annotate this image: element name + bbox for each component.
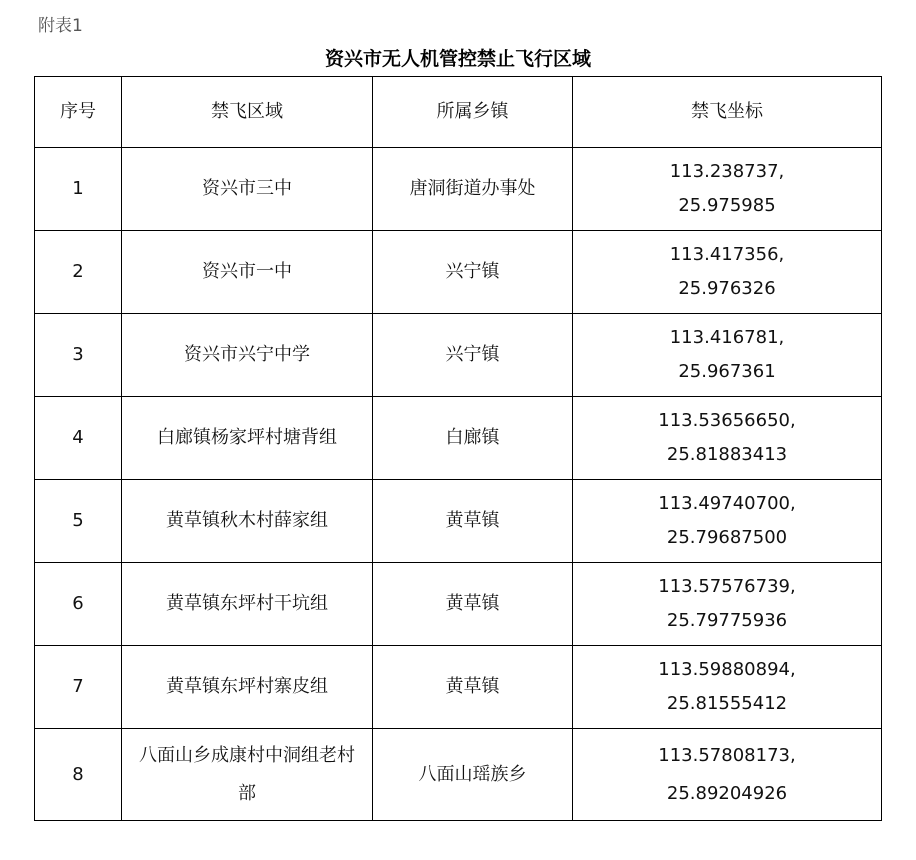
cell-serial-number: 6 [35, 563, 122, 646]
table-header-row [35, 77, 882, 148]
cell-coordinates [573, 314, 882, 397]
longitude: 113.49740700, [658, 493, 796, 514]
cell-no-fly-area: 资兴市三中 [122, 148, 373, 231]
cell-coordinates [573, 397, 882, 480]
latitude: 25.976326 [678, 278, 776, 299]
longitude: 113.416781, [669, 327, 785, 348]
appendix-label: 附表1 [38, 16, 83, 36]
longitude: 113.417356, [669, 244, 785, 265]
header-township: 所属乡镇 [373, 77, 573, 148]
table-row [35, 314, 882, 397]
latitude: 25.81555412 [666, 693, 788, 714]
cell-no-fly-area: 黄草镇东坪村干坑组 [122, 563, 373, 646]
cell-no-fly-area: 黄草镇东坪村寨皮组 [122, 646, 373, 729]
latitude: 25.81883413 [666, 444, 788, 465]
cell-township: 黄草镇 [373, 646, 573, 729]
cell-coordinates [573, 563, 882, 646]
table-row [35, 397, 882, 480]
latitude: 25.89204926 [666, 782, 788, 804]
no-fly-zone-table [34, 76, 882, 821]
table-row [35, 231, 882, 314]
cell-coordinates [573, 231, 882, 314]
cell-serial-number: 1 [35, 148, 122, 231]
header-serial-number: 序号 [35, 77, 122, 148]
cell-no-fly-area: 资兴市兴宁中学 [122, 314, 373, 397]
longitude: 113.53656650, [658, 410, 796, 431]
latitude: 25.79687500 [666, 527, 788, 548]
cell-township: 唐洞街道办事处 [373, 148, 573, 231]
longitude: 113.59880894, [658, 659, 796, 680]
cell-no-fly-area: 白廊镇杨家坪村塘背组 [122, 397, 373, 480]
cell-township: 八面山瑶族乡 [373, 729, 573, 821]
cell-coordinates [573, 148, 882, 231]
cell-township: 黄草镇 [373, 480, 573, 563]
cell-township: 兴宁镇 [373, 231, 573, 314]
cell-no-fly-area: 八面山乡成康村中洞组老村部 [122, 729, 373, 821]
table-row [35, 646, 882, 729]
cell-coordinates [573, 480, 882, 563]
cell-serial-number: 8 [35, 729, 122, 821]
cell-township: 兴宁镇 [373, 314, 573, 397]
table-row [35, 563, 882, 646]
longitude: 113.57576739, [658, 576, 796, 597]
cell-no-fly-area: 黄草镇秋木村薛家组 [122, 480, 373, 563]
header-coordinates: 禁飞坐标 [573, 77, 882, 148]
cell-coordinates [573, 646, 882, 729]
cell-serial-number: 5 [35, 480, 122, 563]
table-row [35, 729, 882, 821]
longitude: 113.57808173, [658, 744, 796, 766]
cell-serial-number: 4 [35, 397, 122, 480]
latitude: 25.975985 [678, 195, 776, 216]
table-row [35, 148, 882, 231]
cell-township: 黄草镇 [373, 563, 573, 646]
longitude: 113.238737, [669, 161, 785, 182]
header-no-fly-area: 禁飞区域 [122, 77, 373, 148]
document-title: 资兴市无人机管控禁止飞行区域 [324, 48, 591, 70]
cell-serial-number: 7 [35, 646, 122, 729]
latitude: 25.967361 [678, 361, 776, 382]
cell-serial-number: 2 [35, 231, 122, 314]
cell-no-fly-area: 资兴市一中 [122, 231, 373, 314]
table-row [35, 480, 882, 563]
latitude: 25.79775936 [666, 610, 788, 631]
cell-serial-number: 3 [35, 314, 122, 397]
cell-township: 白廊镇 [373, 397, 573, 480]
cell-coordinates [573, 729, 882, 821]
